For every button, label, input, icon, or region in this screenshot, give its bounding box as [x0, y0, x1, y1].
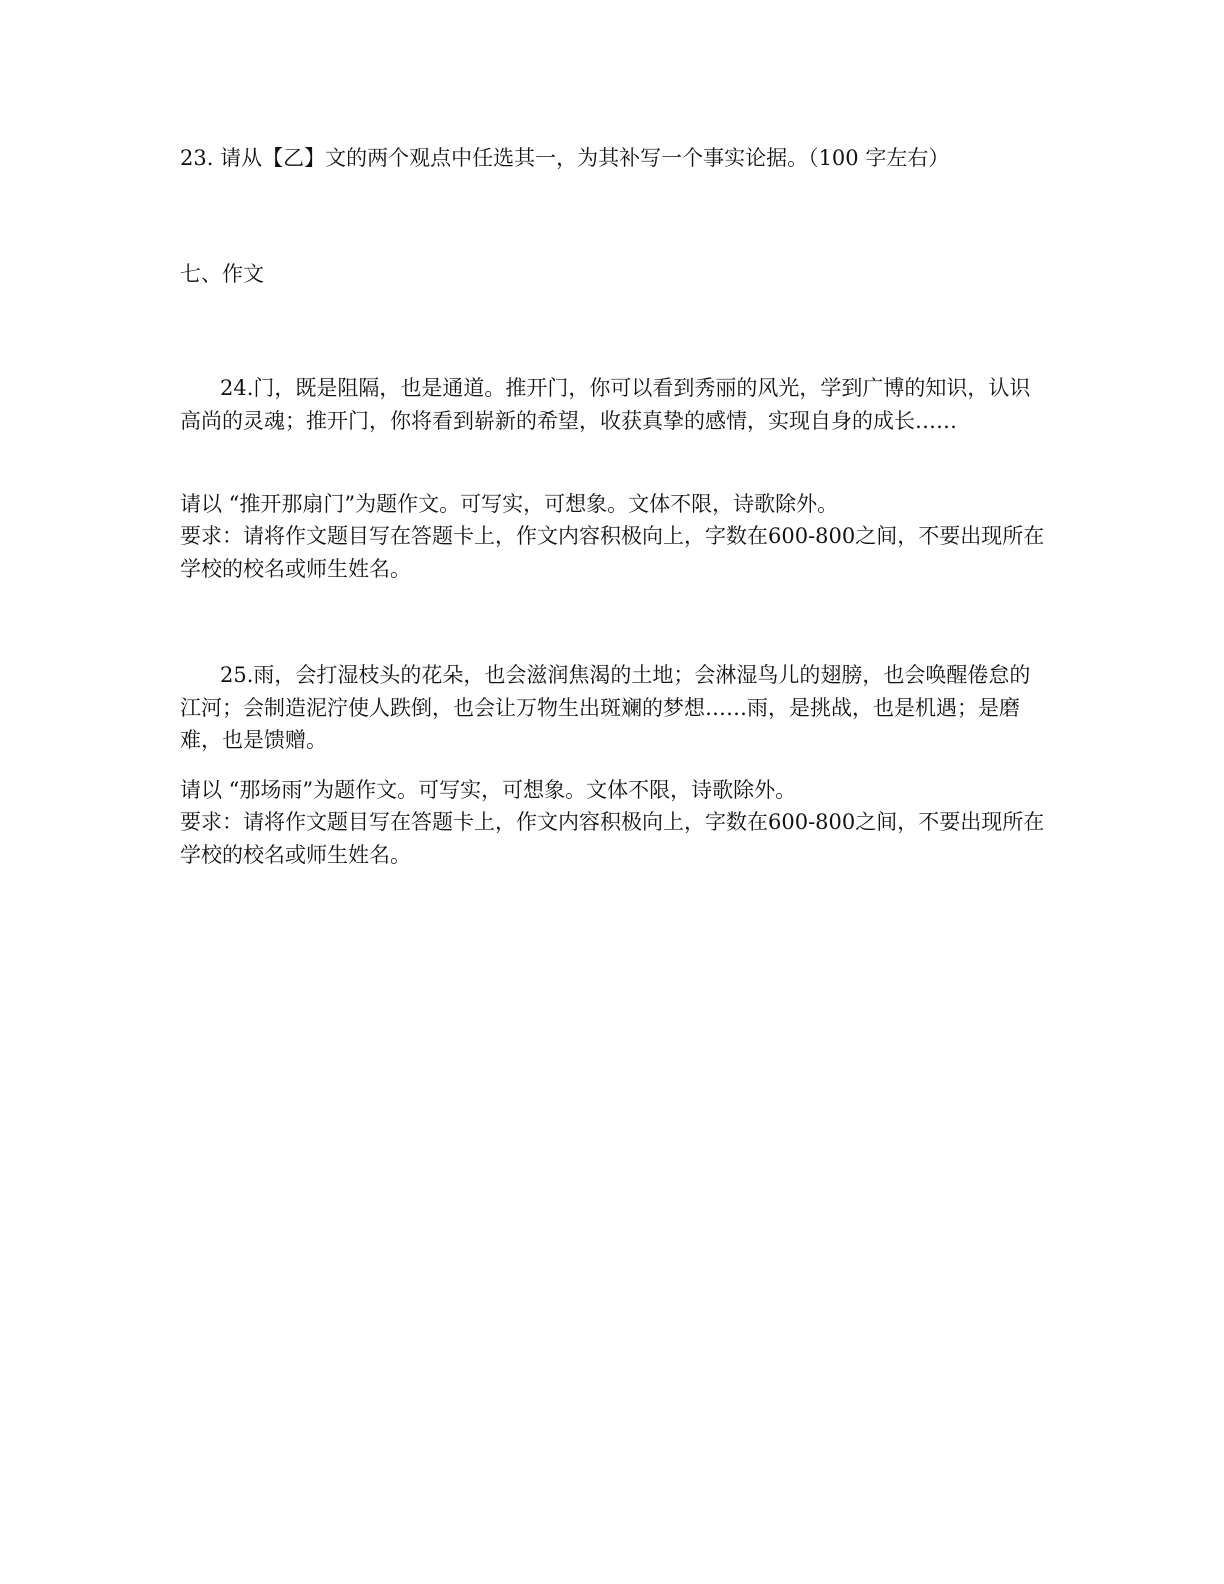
essay-24-intro: 24.门，既是阻隔，也是通道。推开门，你可以看到秀丽的风光，学到广博的知识，认识高尚的灵魂；推开门，你将看到崭新的希望，收获真挚的感情，实现自身的成长……	[180, 376, 1031, 433]
section-heading-essay: 七、作文	[180, 262, 264, 286]
essay-25-requirements: 要求：请将作文题目写在答题卡上，作文内容积极向上，字数在600-800之间，不要出现所在学校的校名或师生姓名。	[180, 810, 1045, 867]
essay-25-prompt: 请以 “那场雨”为题作文。可写实，可想象。文体不限，诗歌除外。	[180, 778, 797, 802]
essay-25-intro: 25.雨，会打湿枝头的花朵，也会滋润焦渴的土地；会淋湿鸟儿的翅膀，也会唤醒倦怠的江河；会制造泥泞使人跌倒，也会让万物生出斑斓的梦想……雨，是挑战，也是机遇；是磨难，也是馈赠。	[180, 663, 1031, 752]
essay-24-requirements: 要求：请将作文题目写在答题卡上，作文内容积极向上，字数在600-800之间，不要出现所在学校的校名或师生姓名。	[180, 524, 1045, 581]
essay-24-prompt: 请以 “推开那扇门”为题作文。可写实，可想象。文体不限，诗歌除外。	[180, 492, 839, 516]
question-23: 23. 请从【乙】文的两个观点中任选其一，为其补写一个事实论据。（100 字左右）	[180, 146, 950, 170]
